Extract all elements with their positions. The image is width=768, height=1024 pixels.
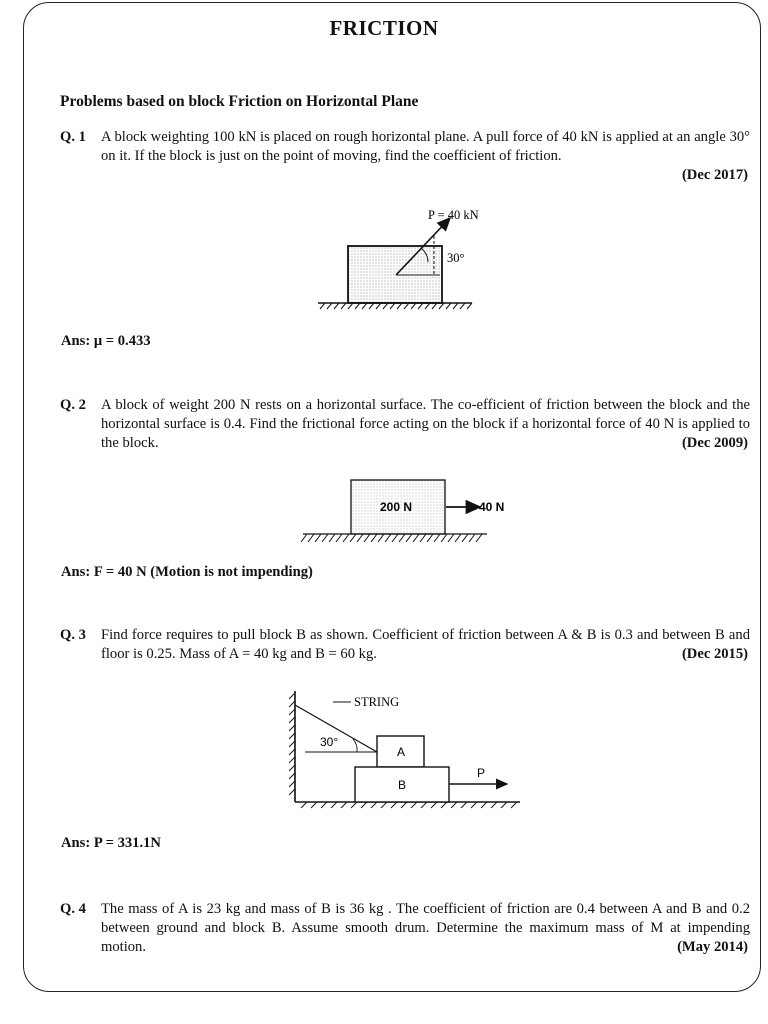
- question-number: Q. 4: [60, 901, 86, 917]
- question-reference: (May 2014): [677, 939, 748, 955]
- answer-3: [61, 835, 161, 852]
- question-number: Q. 1: [60, 129, 86, 145]
- question-text: The mass of A is 23 kg and mass of B is 36 kg . The coefficient of friction are 0.4 between A and B and 0.2 between ground and block B. Assume smooth drum. Determine the maximum mass of M at impending motion.: [101, 901, 750, 955]
- question-number: Q. 2: [60, 397, 86, 413]
- answer-label: Ans:: [61, 835, 91, 851]
- answer-value: P = 331.1N: [93, 835, 161, 851]
- question-text: Find force requires to pull block B as shown. Coefficient of friction between A & B is 0.3 and between B and floor is 0.25. Mass of A = 40 kg and B = 60 kg.: [101, 627, 750, 662]
- diagram-q1: [300, 196, 490, 316]
- question-text: A block weighting 100 kN is placed on rough horizontal plane. A pull force of 40 kN is applied at an angle 30° on it. If the block is just on the point of moving, find the coefficient of friction.: [101, 129, 750, 164]
- question-4: [60, 900, 750, 957]
- answer-label: Ans:: [61, 564, 91, 580]
- force-label: P: [477, 766, 486, 780]
- answer-2: [61, 564, 313, 581]
- question-text: A block of weight 200 N rests on a horizontal surface. The co-efficient of friction between the block and the horizontal surface is 0.4. Find the frictional force acting on the block if a horizontal force of 40 N is applied to the block.: [101, 397, 750, 451]
- string-label: STRING: [354, 695, 400, 709]
- answer-value: μ = 0.433: [93, 333, 151, 349]
- block-a-label: A: [397, 745, 406, 759]
- diagram-q2: [295, 474, 510, 554]
- ground-hatching: [301, 534, 482, 542]
- answer-value: F = 40 N (Motion is not impending): [93, 564, 313, 580]
- question-2: [60, 396, 750, 453]
- question-3: [60, 626, 750, 664]
- section-heading: Problems based on block Friction on Horizontal Plane: [60, 93, 419, 110]
- page-title: FRICTION: [329, 16, 439, 40]
- answer-label: Ans:: [61, 333, 91, 349]
- question-number: Q. 3: [60, 627, 86, 643]
- angle-label: 30°: [320, 735, 339, 749]
- diagram-q3: [285, 685, 530, 810]
- wall-hatching: [289, 693, 295, 795]
- question-reference: (Dec 2017): [681, 167, 748, 183]
- block-label: 200 N: [380, 500, 413, 514]
- angle-label: 30°: [447, 251, 465, 265]
- floor-hatching: [301, 802, 517, 808]
- block-b-label: B: [398, 778, 407, 792]
- question-reference: (Dec 2009): [681, 435, 748, 451]
- question-1: [60, 128, 750, 183]
- question-reference: (Dec 2015): [681, 646, 748, 662]
- force-label: 40 N: [479, 500, 505, 514]
- answer-1: [61, 333, 151, 350]
- force-label: P = 40 kN: [428, 208, 479, 222]
